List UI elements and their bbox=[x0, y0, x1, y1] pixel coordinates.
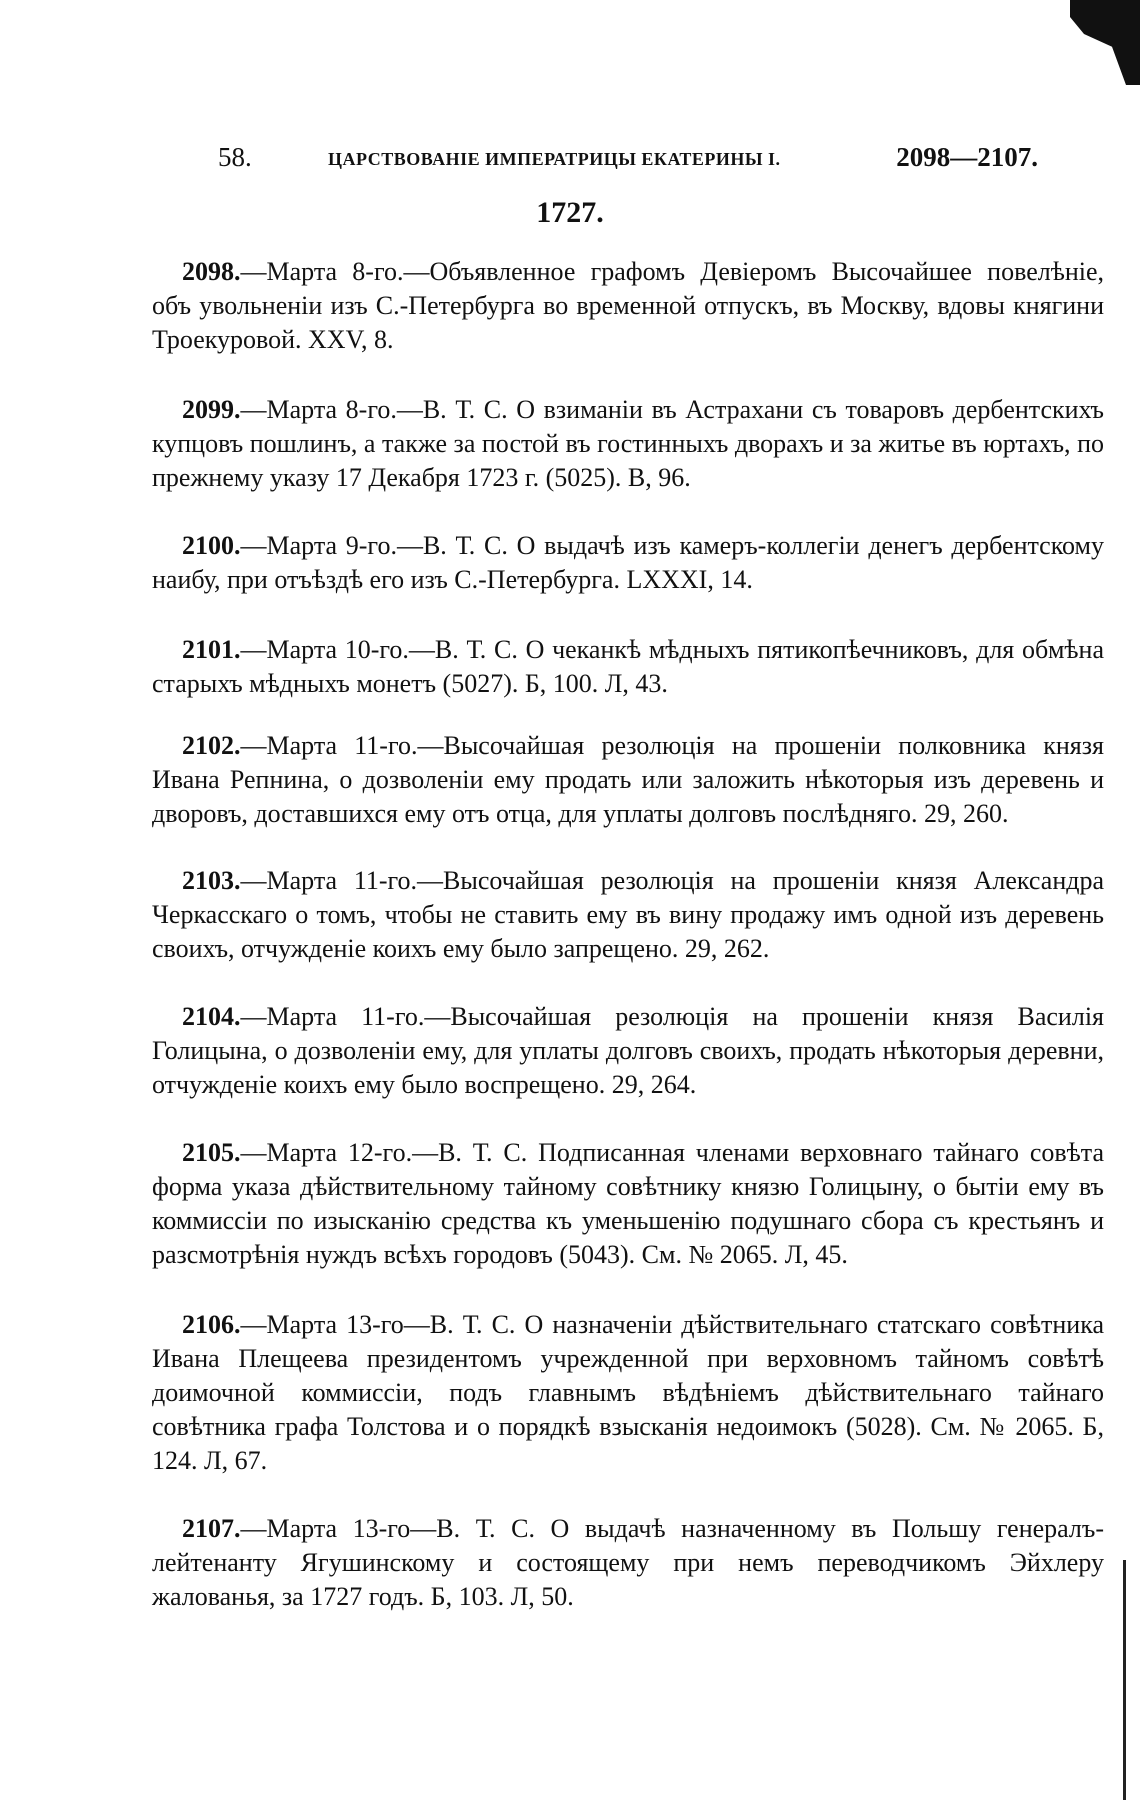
entry-text: —Марта 11-го.—Высочайшая резолюція на прошеніи князя Василія Голицына, о дозволеніи ему, для уплаты долговъ своихъ, продать нѣкоторыя деревни, отчужденіе коихъ ему было воспрещено. 29, 264. bbox=[152, 1002, 1104, 1099]
entry bbox=[152, 1308, 1104, 1478]
entry bbox=[152, 393, 1104, 495]
entry bbox=[152, 729, 1104, 831]
entry-text: —Марта 8-го.—Объявленное графомъ Девіеромъ Высочайшее повелѣніе, объ увольненіи изъ С.-Петербурга во временной отпускъ, въ Москву, вдовы княгини Троекуровой. XXV, 8. bbox=[152, 257, 1104, 354]
entry-range: 2098—2107. bbox=[896, 142, 1038, 172]
entry bbox=[152, 864, 1104, 966]
entry-text: —Марта 12-го.—В. Т. С. Подписанная членами верховнаго тайнаго совѣта форма указа дѣйствительному тайному совѣтнику князю Голицыну, о бытіи ему въ коммиссіи по изысканію средства къ уменьшенію подушнаго сбора съ крестьянъ и разсмотрѣнія нуждъ всѣхъ городовъ (5043). См. № 2065. Л, 45. bbox=[152, 1138, 1104, 1269]
entry bbox=[152, 1512, 1104, 1614]
entry-text: —Марта 8-го.—В. Т. С. О взиманіи въ Астрахани съ товаровъ дербентскихъ купцовъ пошлинъ, а также за постой въ гостинныхъ дворахъ и за житье въ юртахъ, по прежнему указу 17 Декабря 1723 г. (5025). В, 96. bbox=[152, 395, 1104, 492]
running-title: ЦАРСТВОВАНІЕ ИМПЕРАТРИЦЫ ЕКАТЕРИНЫ I. bbox=[328, 149, 781, 169]
entry-text: —Марта 11-го.—Высочайшая резолюція на прошеніи князя Александра Черкасскаго о томъ, чтобы не ставить ему въ вину продажу имъ одной изъ деревень своихъ, отчужденіе коихъ ему было запрещено. 29, 262. bbox=[152, 866, 1104, 963]
entry-text: —Марта 9-го.—В. Т. С. О выдачѣ изъ камеръ-коллегіи денегъ дербентскому наибу, при отъѣздѣ его изъ С.-Петербурга. LXXXI, 14. bbox=[152, 531, 1104, 594]
entry-text: —Марта 13-го—В. Т. С. О выдачѣ назначенному въ Польшу генералъ-лейтенанту Ягушинскому и состоящему при немъ переводчикомъ Эйхлеру жалованья, за 1727 годъ. Б, 103. Л, 50. bbox=[152, 1514, 1104, 1611]
entry bbox=[152, 633, 1104, 701]
entry-number: 2101. bbox=[182, 635, 241, 664]
entry-text: —Марта 11-го.—Высочайшая резолюція на прошеніи полковника князя Ивана Репнина, о дозволеніи ему продать или заложить нѣкоторыя изъ деревень и дворовъ, доставшихся ему отъ отца, для уплаты долговъ послѣдняго. 29, 260. bbox=[152, 731, 1104, 828]
entry-number: 2102. bbox=[182, 731, 241, 760]
entry-number: 2104. bbox=[182, 1002, 241, 1031]
entry-text: —Марта 13-го—В. Т. С. О назначеніи дѣйствительнаго статскаго совѣтника Ивана Плещеева президентомъ учрежденной при верховномъ тайномъ совѣтѣ доимочной коммиссіи, подъ главнымъ вѣдѣніемъ дѣйствительнаго тайнаго совѣтника графа Толстова и о порядкѣ взысканія недоимокъ (5028). См. № 2065. Б, 124. Л, 67. bbox=[152, 1310, 1104, 1475]
entry-number: 2106. bbox=[182, 1310, 241, 1339]
entry bbox=[152, 1000, 1104, 1102]
page-header bbox=[218, 142, 1038, 182]
entry bbox=[152, 255, 1104, 357]
entry-number: 2107. bbox=[182, 1514, 241, 1543]
entry bbox=[152, 529, 1104, 597]
scan-corner-mark bbox=[1070, 0, 1140, 85]
entry-number: 2103. bbox=[182, 866, 241, 895]
entry bbox=[152, 1136, 1104, 1272]
entry-number: 2100. bbox=[182, 531, 241, 560]
entry-number: 2099. bbox=[182, 395, 241, 424]
entry-text: —Марта 10-го.—В. Т. С. О чеканкѣ мѣдныхъ пятикопѣечниковъ, для обмѣна старыхъ мѣдныхъ монетъ (5027). Б, 100. Л, 43. bbox=[152, 635, 1104, 698]
page-number: 58. bbox=[218, 142, 252, 172]
entry-number: 2098. bbox=[182, 257, 241, 286]
entry-number: 2105. bbox=[182, 1138, 241, 1167]
year-heading: 1727. bbox=[536, 196, 604, 229]
scan-edge-line bbox=[1123, 1560, 1126, 1800]
